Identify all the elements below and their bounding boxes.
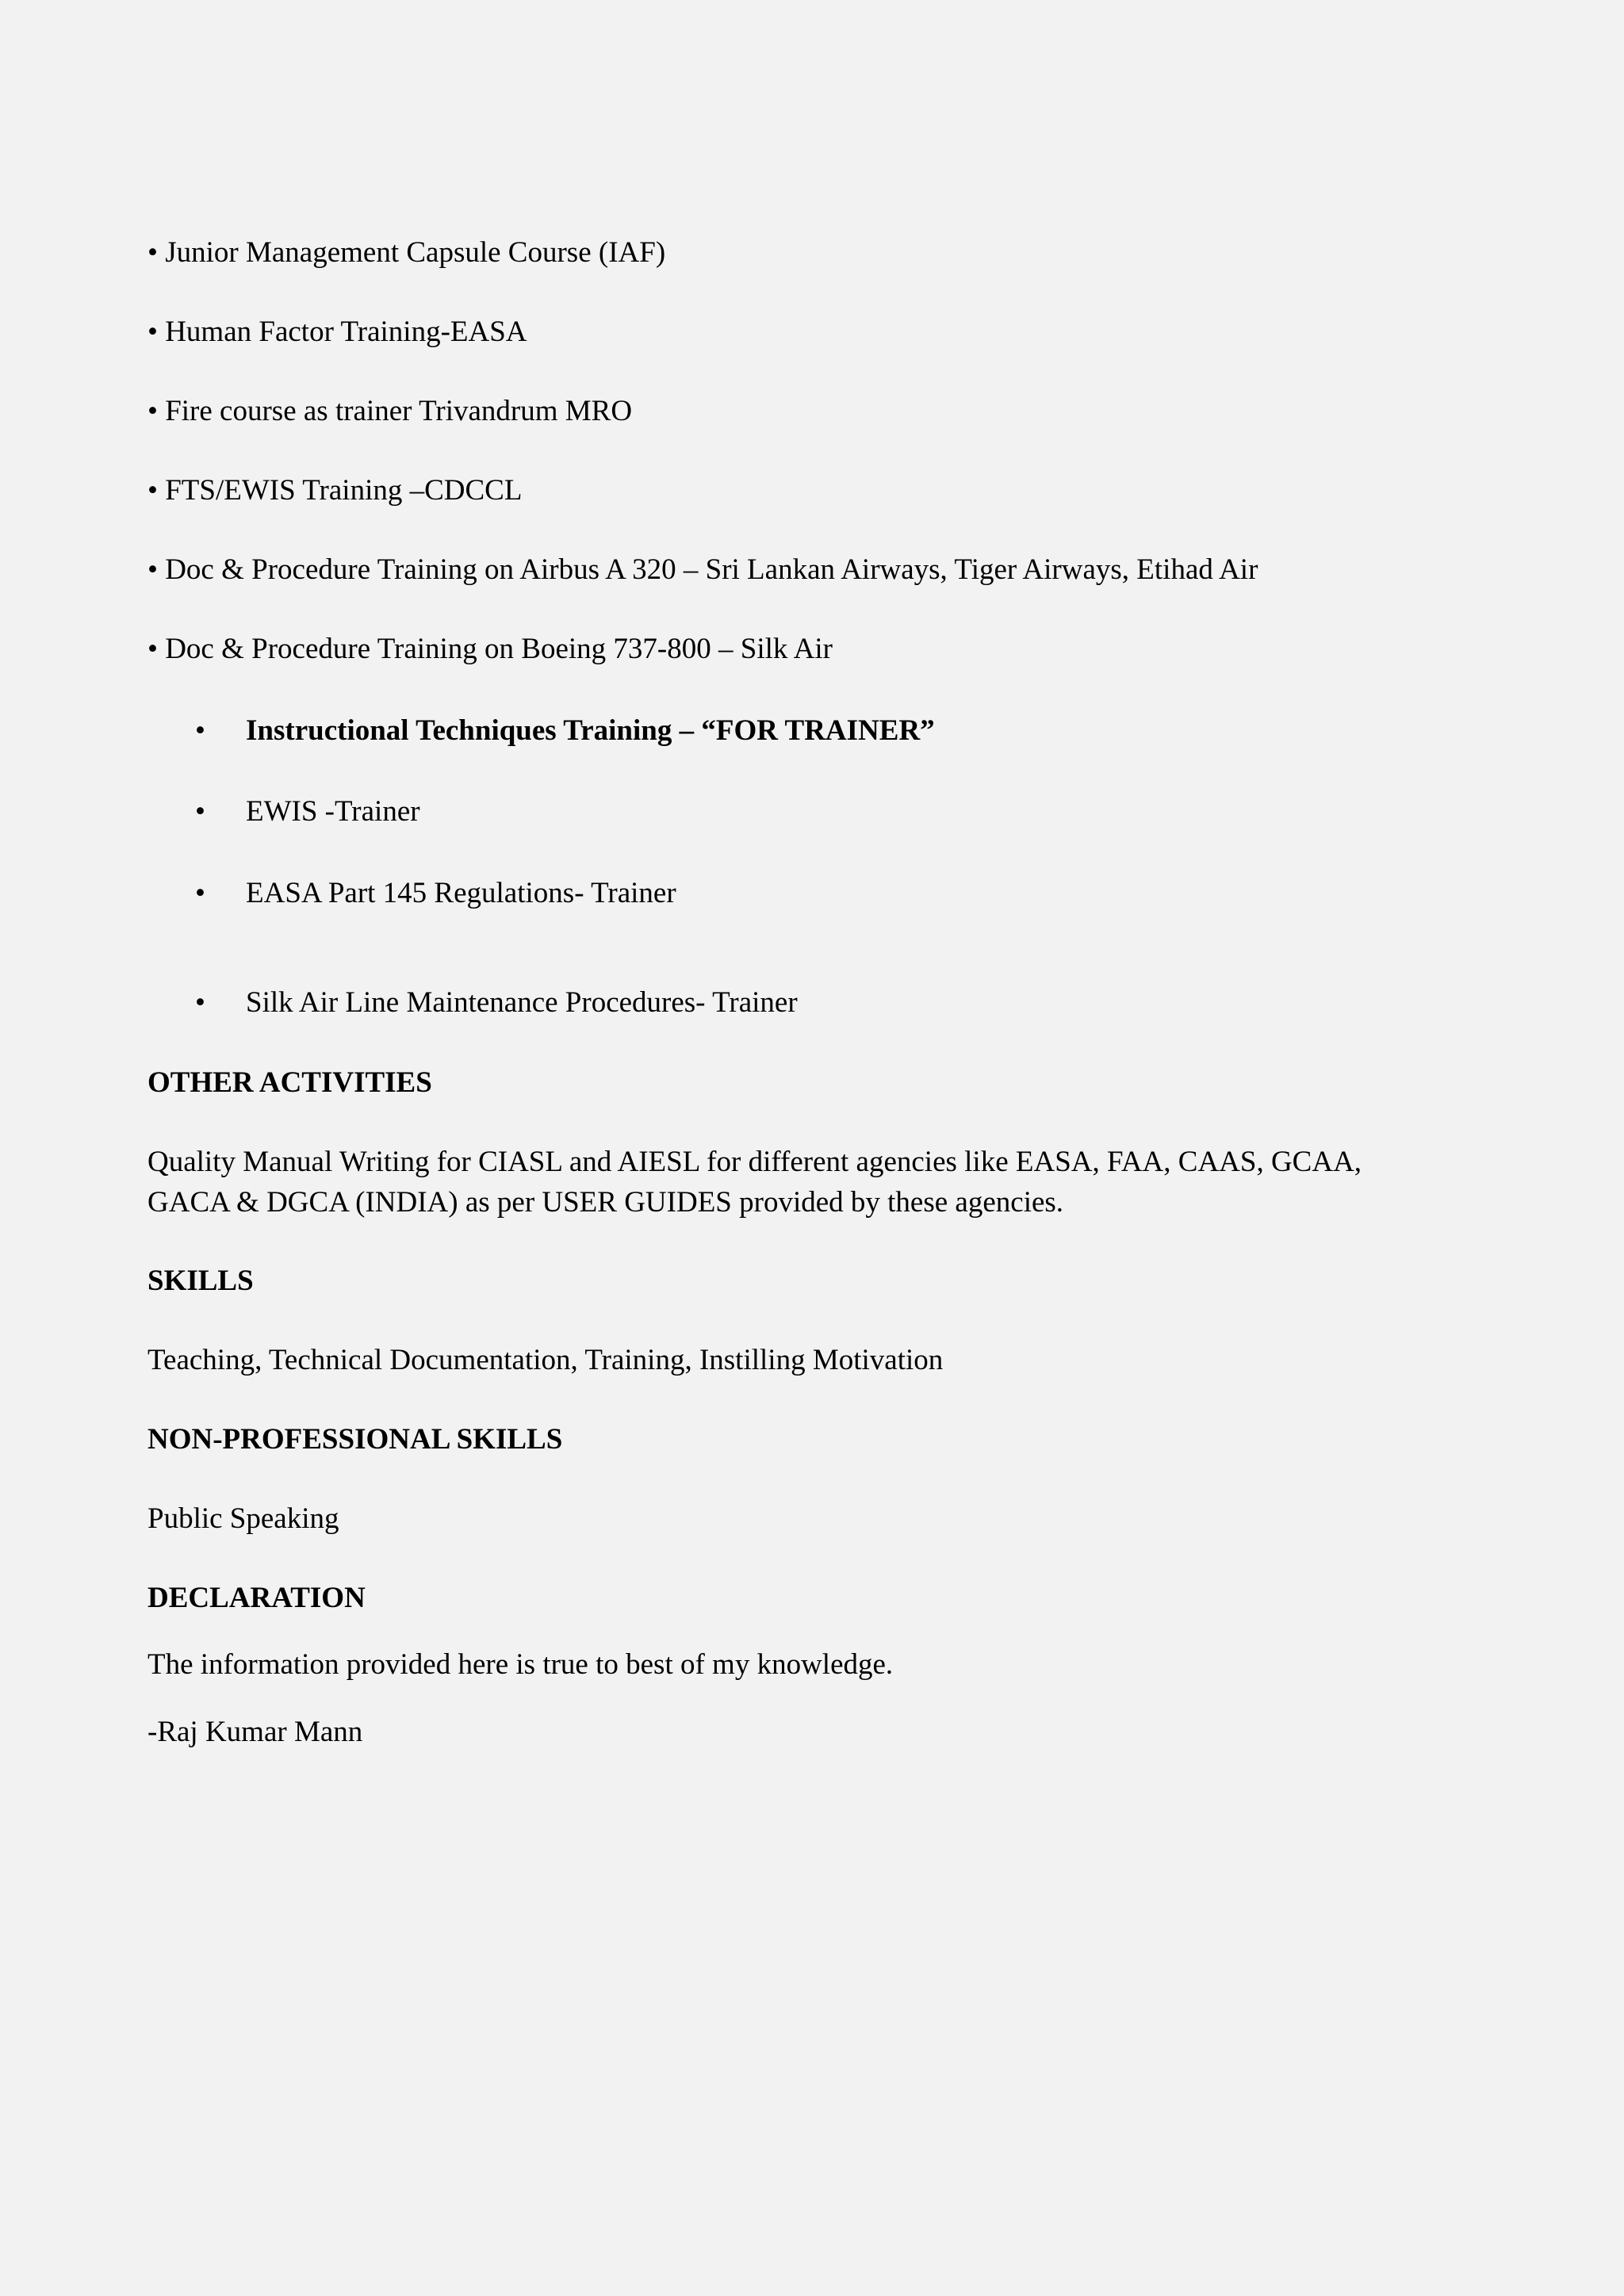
trainer-item: EWIS -Trainer <box>246 795 420 828</box>
other-activities-text: GACA & DGCA (INDIA) as per USER GUIDES provided by these agencies. <box>147 1186 1064 1219</box>
trainer-item: Silk Air Line Maintenance Procedures- Trainer <box>246 986 798 1019</box>
trainer-item: Instructional Techniques Training – “FOR TRAINER” <box>246 714 935 747</box>
training-item: • Fire course as trainer Trivandrum MRO <box>147 395 633 427</box>
declaration-text: The information provided here is true to best of my knowledge. <box>147 1648 894 1681</box>
non-professional-skills-text: Public Speaking <box>147 1502 339 1535</box>
section-heading-skills: SKILLS <box>147 1265 254 1297</box>
signature: -Raj Kumar Mann <box>147 1716 363 1748</box>
bullet-icon: • <box>195 714 205 747</box>
section-heading-other-activities: OTHER ACTIVITIES <box>147 1066 432 1099</box>
training-item: • Junior Management Capsule Course (IAF) <box>147 236 666 269</box>
section-heading-declaration: DECLARATION <box>147 1582 366 1614</box>
bullet-icon: • <box>195 795 205 828</box>
trainer-item: EASA Part 145 Regulations- Trainer <box>246 877 676 909</box>
section-heading-non-professional-skills: NON-PROFESSIONAL SKILLS <box>147 1423 563 1456</box>
skills-text: Teaching, Technical Documentation, Training, Instilling Motivation <box>147 1344 944 1376</box>
bullet-icon: • <box>195 877 205 909</box>
other-activities-text: Quality Manual Writing for CIASL and AIESL for different agencies like EASA, FAA, CAAS, GCAA, <box>147 1146 1362 1178</box>
bullet-icon: • <box>195 986 205 1019</box>
training-item: • Doc & Procedure Training on Boeing 737-800 – Silk Air <box>147 633 833 665</box>
training-item: • Human Factor Training-EASA <box>147 316 527 348</box>
training-item: • Doc & Procedure Training on Airbus A 320 – Sri Lankan Airways, Tiger Airways, Etihad Air <box>147 553 1258 586</box>
training-item: • FTS/EWIS Training –CDCCL <box>147 474 523 507</box>
